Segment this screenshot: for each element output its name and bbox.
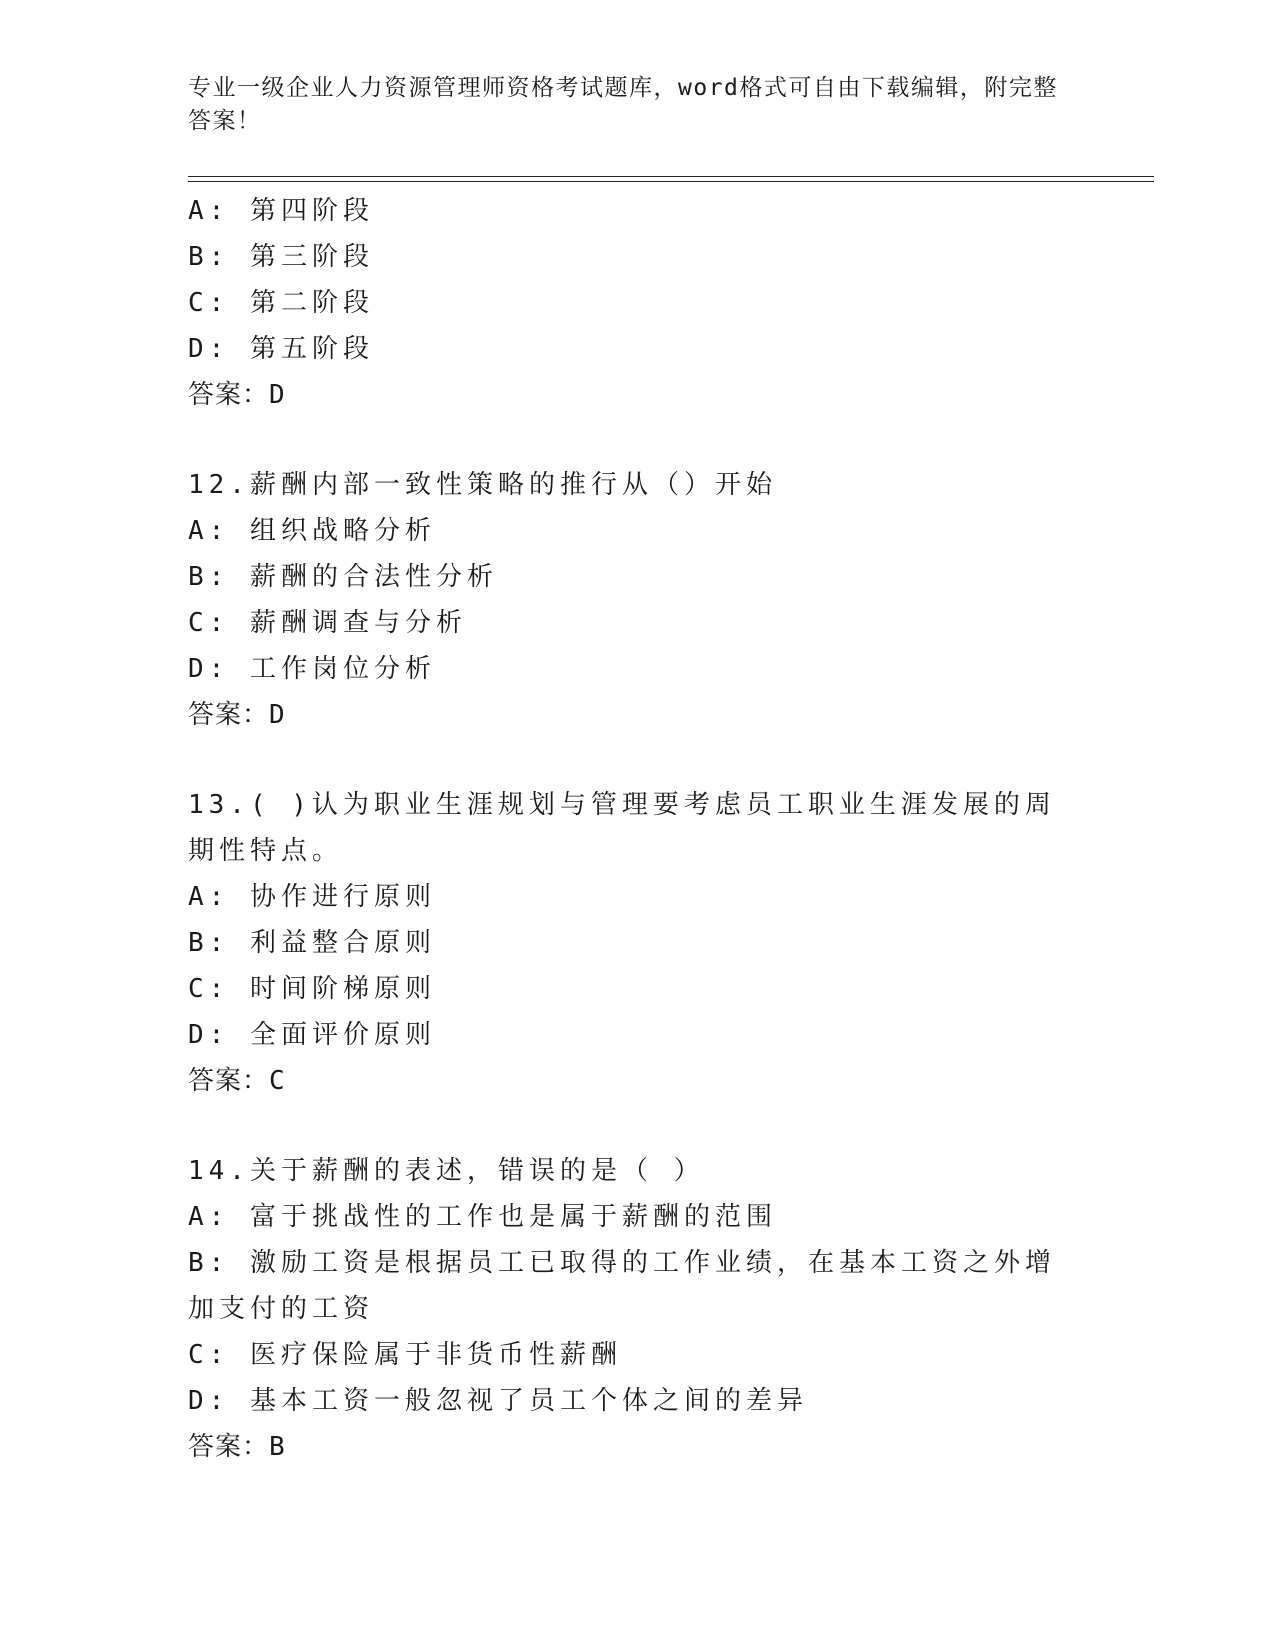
option-label: C:	[188, 288, 230, 318]
answer-line	[188, 1058, 1088, 1104]
option-text: 激励工资是根据员工已取得的工作业绩，在基本工资之外增加支付的工资	[188, 1248, 1056, 1324]
option-label: B:	[188, 242, 230, 272]
question-list	[188, 188, 1088, 1470]
option-b	[188, 920, 1088, 966]
option-label: C:	[188, 1340, 230, 1370]
option-text: 第三阶段	[249, 242, 374, 272]
question-stem: 12.薪酬内部一致性策略的推行从（）开始	[188, 470, 777, 500]
option-text: 利益整合原则	[249, 928, 436, 958]
answer-line	[188, 1424, 1088, 1470]
answer-line	[188, 372, 1088, 418]
option-text: 薪酬调查与分析	[249, 608, 467, 638]
option-label: D:	[188, 654, 230, 684]
answer-label: 答案：	[188, 700, 270, 730]
option-label: D:	[188, 1020, 230, 1050]
option-text: 协作进行原则	[249, 882, 436, 912]
option-c	[188, 966, 1088, 1012]
option-d	[188, 326, 1088, 372]
answer-label: 答案：	[188, 380, 270, 410]
question-12	[188, 462, 1088, 738]
option-text: 组织战略分析	[249, 516, 436, 546]
answer-value: D	[269, 700, 286, 730]
option-label: D:	[188, 334, 230, 364]
option-c	[188, 1332, 1088, 1378]
option-b	[188, 1240, 1068, 1332]
option-text: 全面评价原则	[249, 1020, 436, 1050]
answer-label: 答案：	[188, 1432, 270, 1462]
option-c	[188, 600, 1088, 646]
option-label: D:	[188, 1386, 230, 1416]
option-label: A:	[188, 196, 230, 226]
option-a	[188, 1194, 1088, 1240]
answer-value: C	[269, 1066, 286, 1096]
option-a	[188, 874, 1088, 920]
answer-line	[188, 692, 1088, 738]
option-text: 第五阶段	[249, 334, 374, 364]
option-label: A:	[188, 516, 230, 546]
option-b	[188, 234, 1088, 280]
option-text: 基本工资一般忽视了员工个体之间的差异	[249, 1386, 808, 1416]
option-b	[188, 554, 1088, 600]
option-d	[188, 646, 1088, 692]
page-header: 专业一级企业人力资源管理师资格考试题库，word格式可自由下载编辑，附完整答案！	[188, 75, 1058, 134]
option-label: B:	[188, 562, 230, 592]
option-text: 第二阶段	[249, 288, 374, 318]
option-text: 时间阶梯原则	[249, 974, 436, 1004]
option-label: C:	[188, 974, 230, 1004]
option-text: 第四阶段	[249, 196, 374, 226]
question-14	[188, 1148, 1088, 1470]
option-label: C:	[188, 608, 230, 638]
option-label: A:	[188, 1202, 230, 1232]
answer-value: B	[269, 1432, 286, 1462]
question-stem: 13.( )认为职业生涯规划与管理要考虑员工职业生涯发展的周期性特点。	[188, 790, 1056, 866]
option-a	[188, 508, 1088, 554]
question-stem: 14.关于薪酬的表述，错误的是（ ）	[188, 1156, 705, 1186]
answer-label: 答案：	[188, 1066, 270, 1096]
option-label: A:	[188, 882, 230, 912]
header-divider-top	[188, 176, 1154, 177]
option-text: 薪酬的合法性分析	[249, 562, 498, 592]
option-d	[188, 1378, 1088, 1424]
option-text: 医疗保险属于非货币性薪酬	[249, 1340, 622, 1370]
option-text: 工作岗位分析	[249, 654, 436, 684]
question-11-continued	[188, 188, 1088, 418]
option-label: B:	[188, 1248, 230, 1278]
option-text: 富于挑战性的工作也是属于薪酬的范围	[249, 1202, 777, 1232]
header-divider-bottom	[188, 181, 1154, 182]
option-c	[188, 280, 1088, 326]
answer-value: D	[269, 380, 286, 410]
option-d	[188, 1012, 1088, 1058]
question-13	[188, 782, 1088, 1104]
option-a	[188, 188, 1088, 234]
option-label: B:	[188, 928, 230, 958]
